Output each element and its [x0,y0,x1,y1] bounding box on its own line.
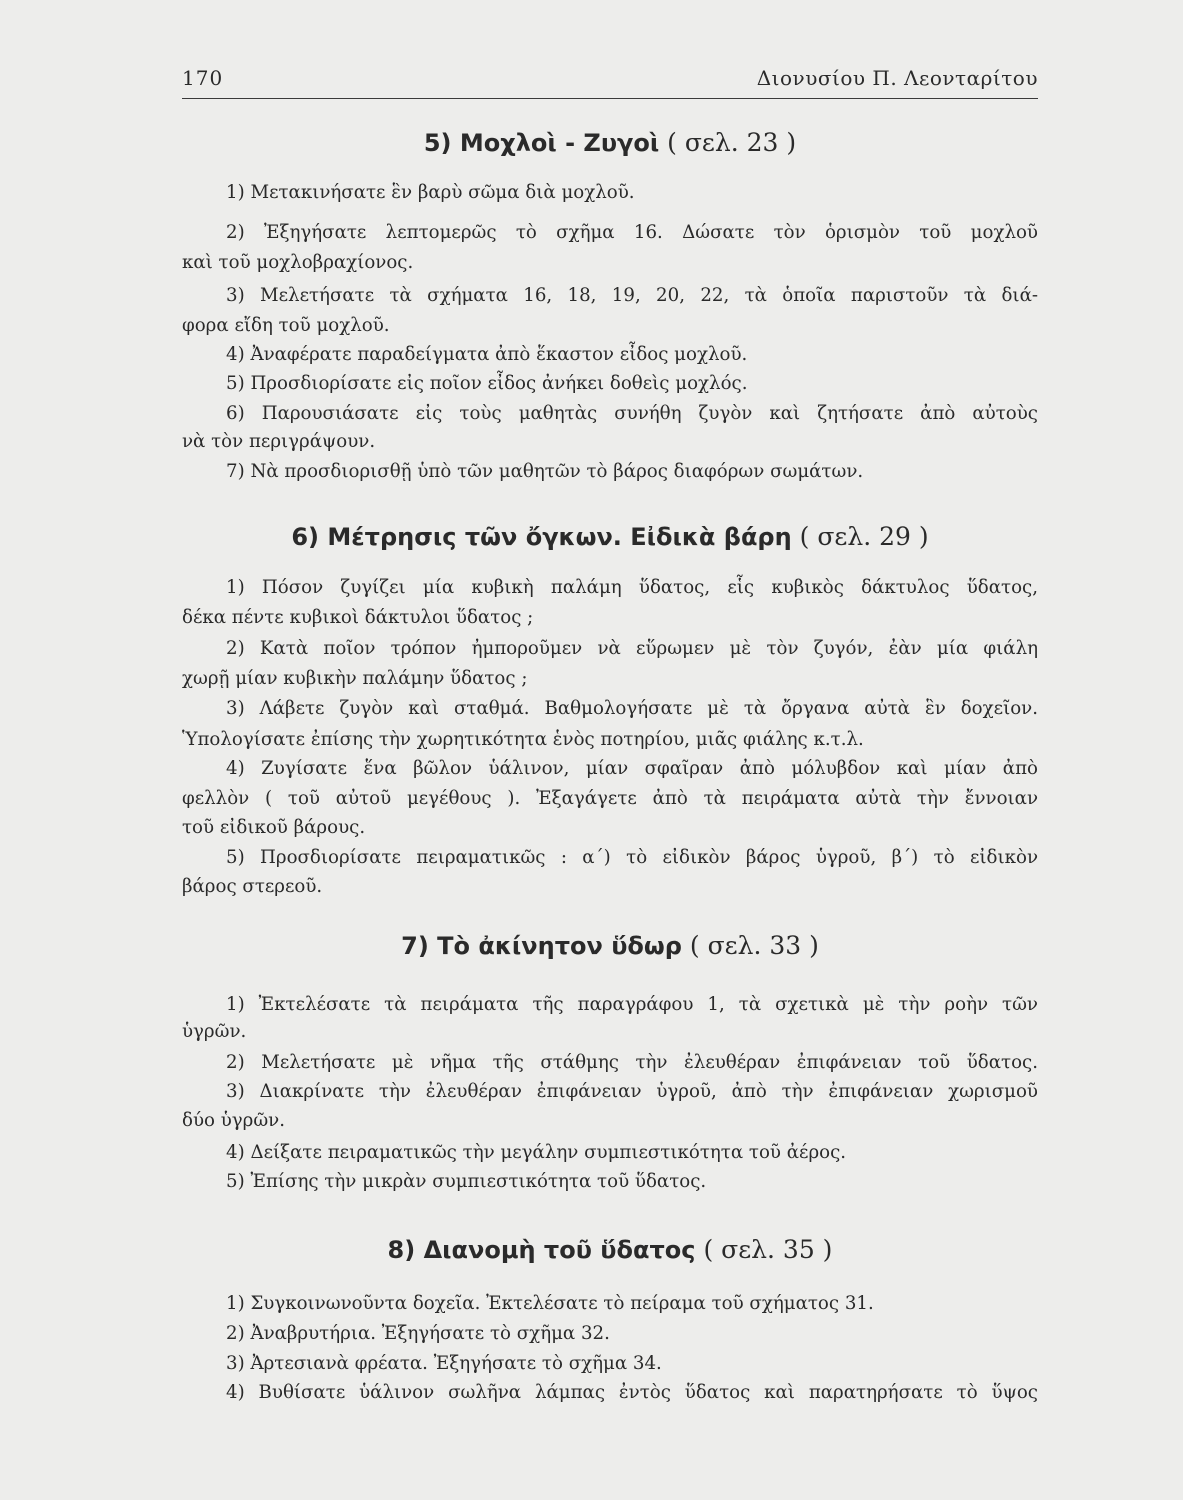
section-heading: 8) Διανομὴ τοῦ ὕδατος [387,1236,696,1264]
text-line: 2) Μελετήσατε μὲ νῆμα τῆς στάθμης τὴν ἐλευθέραν ἐπιφάνειαν τοῦ ὕδατος. [226,1052,1038,1073]
text-line: 4) Ζυγίσατε ἕνα βῶλον ὑάλινον, μίαν σφαῖραν ἀπὸ μόλυβδον καὶ μίαν ἀπὸ [226,758,1038,779]
text-line: 5) Προσδιορίσατε εἰς ποῖον εἶδος ἀνήκει δοθεὶς μοχλός. [226,373,748,394]
page-number: 170 [182,66,224,90]
text-line: 5) Ἐπίσης τὴν μικρὰν συμπιεστικότητα τοῦ ὕδατος. [226,1171,707,1192]
text-line: 3) Μελετήσατε τὰ σχήματα 16, 18, 19, 20, 22, τὰ ὁποῖα παριστοῦν τὰ διά- [226,285,1038,306]
section-page-ref: ( σελ. 29 ) [791,522,929,551]
section-title-8 [182,1235,1038,1265]
section-title-7 [182,931,1038,961]
section-heading: 6) Μέτρησις τῶν ὄγκων. Εἰδικὰ βάρη [291,523,792,551]
section-title-6 [182,522,1038,552]
text-line: 4) Δείξατε πειραματικῶς τὴν μεγάλην συμπιεστικότητα τοῦ ἀέρος. [226,1142,847,1163]
running-head: Διονυσίου Π. Λεονταρίτου [756,66,1038,90]
section-page-ref: ( σελ. 23 ) [659,128,797,157]
text-line: 7) Νὰ προσδιορισθῇ ὑπὸ τῶν μαθητῶν τὸ βάρος διαφόρων σωμάτων. [226,461,864,482]
text-line: βάρος στερεοῦ. [182,876,323,897]
section-heading: 5) Μοχλοὶ - Ζυγοὶ [423,129,660,157]
text-line: 6) Παρουσιάσατε εἰς τοὺς μαθητὰς συνήθη ζυγὸν καὶ ζητήσατε ἀπὸ αὐτοὺς [226,403,1038,424]
section-heading: 7) Τὸ ἀκίνητον ὕδωρ [401,932,682,960]
text-line: 3) Ἀρτεσιανὰ φρέατα. Ἐξηγήσατε τὸ σχῆμα 34. [226,1353,662,1374]
text-line: 3) Διακρίνατε τὴν ἐλευθέραν ἐπιφάνειαν ὑγροῦ, ἀπὸ τὴν ἐπιφάνειαν χωρισμοῦ [226,1081,1038,1102]
text-line: δέκα πέντε κυβικοὶ δάκτυλοι ὕδατος ; [182,607,534,628]
text-line: 4) Βυθίσατε ὑάλινον σωλῆνα λάμπας ἐντὸς ὕδατος καὶ παρατηρήσατε τὸ ὕψος [226,1382,1038,1403]
text-line: 1) Ἐκτελέσατε τὰ πειράματα τῆς παραγράφου 1, τὰ σχετικὰ μὲ τὴν ροὴν τῶν [226,994,1038,1015]
text-line: ὑγρῶν. [182,1021,247,1042]
section-page-ref: ( σελ. 35 ) [695,1235,833,1264]
text-line: τοῦ εἰδικοῦ βάρους. [182,817,366,838]
text-line: δύο ὑγρῶν. [182,1110,286,1131]
text-line: 2) Κατὰ ποῖον τρόπον ἠμποροῦμεν νὰ εὕρωμεν μὲ τὸν ζυγόν, ἐὰν μία φιάλη [226,638,1038,659]
text-line: φελλὸν ( τοῦ αὐτοῦ μεγέθους ). Ἐξαγάγετε ἀπὸ τὰ πειράματα αὐτὰ τὴν ἔννοιαν [182,788,1038,809]
section-title-5 [182,128,1038,158]
section-page-ref: ( σελ. 33 ) [681,931,819,960]
text-line: νὰ τὸν περιγράψουν. [182,431,376,452]
page-header [182,62,1038,99]
text-line: 3) Λάβετε ζυγὸν καὶ σταθμά. Βαθμολογήσατε μὲ τὰ ὄργανα αὐτὰ ἓν δοχεῖον. [226,698,1038,719]
text-line: 1) Συγκοινωνοῦντα δοχεῖα. Ἐκτελέσατε τὸ πείραμα τοῦ σχήματος 31. [226,1293,874,1314]
text-line: 1) Μετακινήσατε ἓν βαρὺ σῶμα διὰ μοχλοῦ. [226,182,635,203]
text-line: 2) Ἐξηγήσατε λεπτομερῶς τὸ σχῆμα 16. Δώσατε τὸν ὁρισμὸν τοῦ μοχλοῦ [226,222,1038,243]
text-line: Ὑπολογίσατε ἐπίσης τὴν χωρητικότητα ἑνὸς ποτηρίου, μιᾶς φιάλης κ.τ.λ. [182,729,864,750]
text-line: καὶ τοῦ μοχλοβραχίονος. [182,252,414,273]
text-line: χωρῇ μίαν κυβικὴν παλάμην ὕδατος ; [182,668,528,689]
text-line: 2) Ἀναβρυτήρια. Ἐξηγήσατε τὸ σχῆμα 32. [226,1323,610,1344]
text-line: φορα εἴδη τοῦ μοχλοῦ. [182,315,390,336]
text-line: 1) Πόσον ζυγίζει μία κυβικὴ παλάμη ὕδατος, εἷς κυβικὸς δάκτυλος ὕδατος, [226,577,1038,598]
text-line: 5) Προσδιορίσατε πειραματικῶς : α΄) τὸ εἰδικὸν βάρος ὑγροῦ, β΄) τὸ εἰδικὸν [226,847,1038,868]
text-line: 4) Ἀναφέρατε παραδείγματα ἀπὸ ἕκαστον εἶδος μοχλοῦ. [226,344,748,365]
